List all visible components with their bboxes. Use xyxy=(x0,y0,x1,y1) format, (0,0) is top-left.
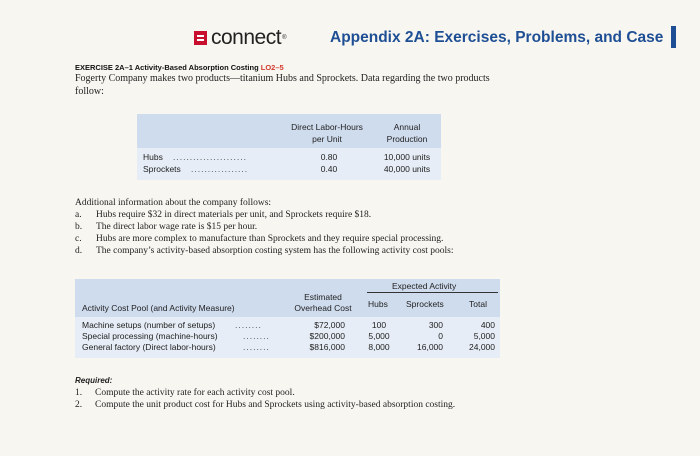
list-text: Hubs are more complex to manufacture than Sprockets and they require special processing. xyxy=(96,234,444,244)
header-line: Annual xyxy=(393,122,421,132)
header-line: Production xyxy=(386,134,428,144)
table-row xyxy=(143,164,439,175)
required-heading: Required: xyxy=(75,376,113,385)
list-text: Hubs require $32 in direct materials per unit, and Sprockets require $18. xyxy=(96,210,372,220)
sprockets-value: 16,000 xyxy=(417,342,443,352)
production-value: 10,000 units xyxy=(383,152,431,162)
list-text: The company’s activity-based absorption costing system has the following activity cost pools: xyxy=(96,246,454,256)
product-data-table xyxy=(137,114,441,180)
production-value: 40,000 units xyxy=(383,164,431,174)
header-line: Direct Labor-Hours xyxy=(291,122,363,132)
logo-text: connect xyxy=(211,26,282,49)
learning-objective-link[interactable]: LO2–5 xyxy=(260,63,284,72)
list-marker: c. xyxy=(75,234,82,244)
overhead-value: $816,000 xyxy=(309,342,345,352)
exercise-heading xyxy=(75,63,284,72)
list-text: Compute the activity rate for each activity cost pool. xyxy=(95,388,295,398)
page-header xyxy=(0,0,700,62)
exercise-intro: Fogerty Company makes two products—titanium Hubs and Sprockets. Data regarding the two products follow: xyxy=(75,73,490,97)
list-marker: a. xyxy=(75,210,82,220)
sprockets-value: 300 xyxy=(428,320,443,330)
col-header-sprockets: Sprockets xyxy=(406,299,444,309)
row-label: Sprockets xyxy=(143,164,181,174)
additional-info xyxy=(75,197,515,257)
row-label: Hubs xyxy=(143,152,163,162)
dlh-value: 0.40 xyxy=(320,164,338,174)
title-accent-bar xyxy=(671,26,676,48)
hubs-value: 8,000 xyxy=(368,342,390,352)
pool-label: Machine setups (number of setups) xyxy=(82,320,216,330)
col-header-overhead-line2: Overhead Cost xyxy=(294,303,352,313)
list-item xyxy=(75,387,535,399)
header-divider xyxy=(367,292,498,293)
exercise-label: EXERCISE 2A–1 Activity-Based Absorption Costing xyxy=(75,63,259,72)
total-value: 5,000 xyxy=(473,331,495,341)
col-header-hubs: Hubs xyxy=(368,299,388,309)
connect-logo xyxy=(194,26,286,50)
list-text: Compute the unit product cost for Hubs and Sprockets using activity-based absorption costing. xyxy=(95,400,456,410)
overhead-value: $72,000 xyxy=(314,320,345,330)
table-body xyxy=(137,148,441,180)
hubs-value: 100 xyxy=(371,320,387,330)
pool-label: Special processing (machine-hours) xyxy=(82,331,218,341)
col-header-overhead-line1: Estimated xyxy=(304,292,342,302)
list-item xyxy=(75,399,535,411)
table-row xyxy=(143,152,439,163)
leader-dots: ........ xyxy=(235,320,262,330)
overhead-value: $200,000 xyxy=(309,331,345,341)
expected-activity-header: Expected Activity xyxy=(392,281,457,291)
dlh-value: 0.80 xyxy=(320,152,338,162)
header-line: per Unit xyxy=(312,134,342,144)
pool-label: General factory (Direct labor-hours) xyxy=(82,342,216,352)
total-value: 400 xyxy=(480,320,495,330)
list-item xyxy=(75,245,515,257)
connect-logo-icon xyxy=(194,31,207,45)
hubs-value: 5,000 xyxy=(368,331,390,341)
list-item xyxy=(75,233,515,245)
col-header-pool: Activity Cost Pool (and Activity Measure) xyxy=(82,303,235,313)
list-marker: 2. xyxy=(75,400,83,410)
table-header xyxy=(137,114,441,148)
col-header-dlh xyxy=(277,121,377,145)
list-item xyxy=(75,221,515,233)
list-marker: b. xyxy=(75,222,83,232)
sprockets-value: 0 xyxy=(438,331,443,341)
required-list xyxy=(75,387,535,411)
leader-dots: ........ xyxy=(243,342,270,352)
list-item xyxy=(75,209,515,221)
total-value: 24,000 xyxy=(469,342,495,352)
col-header-total: Total xyxy=(469,299,487,309)
list-text: The direct labor wage rate is $15 per hour. xyxy=(96,222,258,232)
info-intro: Additional information about the company follows: xyxy=(75,198,272,208)
leader-dots: ........ xyxy=(243,331,270,341)
logo-trademark: ® xyxy=(282,35,287,41)
activity-cost-pool-table xyxy=(75,279,500,358)
col-header-production xyxy=(369,121,445,145)
list-marker: 1. xyxy=(75,388,83,398)
page-title: Appendix 2A: Exercises, Problems, and Case xyxy=(330,29,664,46)
leader-dots: ................. xyxy=(191,164,249,174)
leader-dots: ...................... xyxy=(173,152,247,162)
list-marker: d. xyxy=(75,246,83,256)
